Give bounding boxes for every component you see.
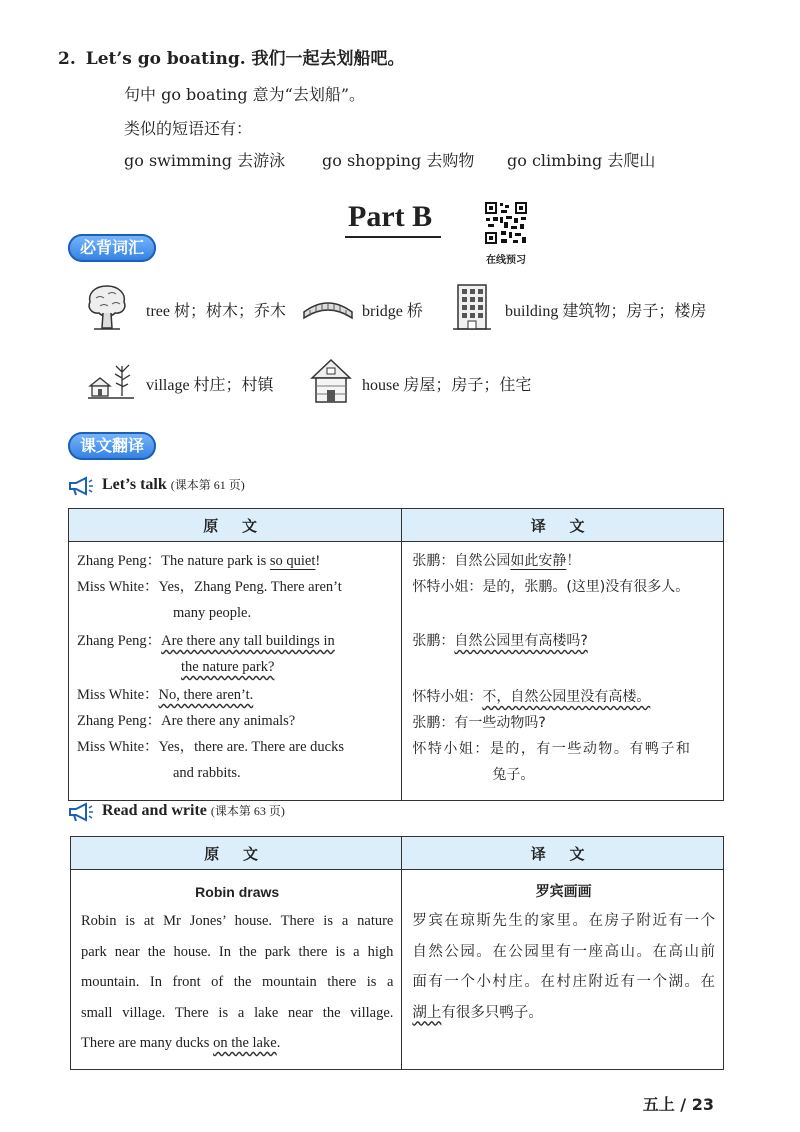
rw-col-original: 原 文 bbox=[71, 837, 402, 870]
talk-speaker: Zhang Peng： bbox=[77, 713, 162, 729]
talk-line: Miss White：Yes，Zhang Peng. There aren’t bbox=[77, 574, 395, 600]
talk-line: the nature park? bbox=[181, 659, 275, 675]
talk-line: and rabbits. bbox=[173, 765, 241, 781]
vocab-village: village 村庄；村镇 bbox=[146, 377, 274, 394]
bridge-icon bbox=[302, 296, 354, 322]
talk-line: Miss White：Yes，there are. There are ducks bbox=[77, 734, 395, 760]
talk-page-ref: (课本第 61 页) bbox=[170, 478, 245, 492]
rw-cn-line: 自然公园。在公园里有一座高山。在高山前 bbox=[412, 943, 715, 960]
rw-cn-line: 罗宾在琼斯先生的家里。在房子附近有一个 bbox=[412, 913, 715, 929]
part-title: Part B bbox=[348, 200, 433, 233]
talk-title bbox=[102, 476, 245, 494]
rw-cn-line: 湖上有很多只鸭子。 bbox=[412, 1004, 543, 1021]
talk-speaker: Miss White： bbox=[77, 687, 159, 703]
vocab-section-label: 必背词汇 bbox=[68, 234, 156, 262]
translate-section-label: 课文翻译 bbox=[68, 432, 156, 460]
talk-line: Miss White：No, there aren’t. bbox=[77, 682, 395, 708]
rw-line: There are many ducks on the lake. bbox=[81, 1035, 281, 1051]
talk-speaker: Zhang Peng： bbox=[77, 553, 162, 569]
talk-line: many people. bbox=[173, 605, 252, 621]
rw-line: small village. There is a lake near the village. bbox=[81, 1004, 394, 1021]
house-icon bbox=[310, 356, 352, 406]
village-icon bbox=[86, 358, 136, 404]
rw-story-title: Robin draws bbox=[195, 884, 280, 900]
phrase-3: go climbing 去爬山 bbox=[507, 151, 656, 170]
talk-speaker: Miss White： bbox=[77, 579, 159, 595]
rw-line: mountain. In front of the mountain there is a bbox=[81, 974, 394, 990]
rw-story-title-cn: 罗宾画画 bbox=[535, 884, 592, 900]
megaphone-icon bbox=[66, 476, 94, 496]
talk-line: Zhang Peng：Are there any animals? bbox=[77, 708, 395, 734]
talk-translation-line: 兔子。 bbox=[492, 767, 535, 783]
rw-cn-line: 面有一个小村庄。在村庄附近有一个湖。在 bbox=[412, 974, 715, 990]
talk-translation-line: 怀特小姐：是的，有一些动物。有鸭子和 bbox=[412, 741, 692, 757]
talk-translation-line: 怀特小姐：不，自然公园里没有高楼。 bbox=[412, 689, 651, 705]
phrase-1: go swimming 去游泳 bbox=[124, 151, 286, 170]
talk-col-translation: 译 文 bbox=[402, 509, 724, 542]
qr-code-icon[interactable] bbox=[484, 197, 528, 249]
talk-translation-line: 怀特小姐：是的，张鹏。(这里)没有很多人。 bbox=[412, 579, 690, 595]
page-footer: 五上 / 23 bbox=[642, 1095, 714, 1114]
rw-line: Robin is at Mr Jones’ house. There is a nature bbox=[81, 913, 394, 929]
rw-table bbox=[70, 836, 724, 1070]
item-2-heading bbox=[58, 44, 405, 69]
megaphone-icon bbox=[66, 802, 94, 822]
talk-translation-line: 张鹏：自然公园里有高楼吗? bbox=[412, 633, 588, 649]
vocab-house: house 房屋；房子；住宅 bbox=[362, 377, 532, 394]
talk-speaker: Miss White： bbox=[77, 739, 159, 755]
talk-table bbox=[68, 508, 724, 801]
talk-line: Zhang Peng：Are there any tall buildings in bbox=[77, 628, 395, 654]
tree-icon bbox=[84, 282, 130, 332]
item-title: Let’s go boating. 我们一起去划船吧。 bbox=[85, 49, 405, 69]
qr-label: 在线预习 bbox=[486, 255, 526, 266]
rw-title-text: Read and write bbox=[102, 802, 207, 819]
talk-col-original: 原 文 bbox=[69, 509, 402, 542]
rw-col-translation: 译 文 bbox=[402, 837, 724, 870]
item-number: 2. bbox=[58, 49, 76, 69]
talk-translation-line: 张鹏：自然公园如此安静！ bbox=[412, 553, 581, 569]
part-title-underline bbox=[345, 236, 441, 238]
phrase-2: go shopping 去购物 bbox=[322, 151, 475, 170]
talk-title-text: Let’s talk bbox=[102, 476, 167, 493]
rw-translation-cell bbox=[402, 870, 724, 1070]
item-explain: 句中 go boating 意为“去划船”。 bbox=[124, 85, 366, 104]
talk-original-cell bbox=[69, 542, 402, 801]
rw-line: park near the house. In the park there is a high bbox=[81, 943, 394, 960]
rw-original-cell bbox=[71, 870, 402, 1070]
talk-line: Zhang Peng：The nature park is so quiet! bbox=[77, 548, 395, 574]
vocab-building: building 建筑物；房子；楼房 bbox=[505, 303, 707, 320]
rw-title bbox=[102, 802, 285, 820]
talk-speaker: Zhang Peng： bbox=[77, 633, 162, 649]
item-similar: 类似的短语还有： bbox=[124, 119, 253, 138]
rw-page-ref: (课本第 63 页) bbox=[210, 804, 285, 818]
talk-translation-line: 张鹏：有一些动物吗? bbox=[412, 715, 546, 731]
vocab-tree: tree 树；树木；乔木 bbox=[146, 303, 286, 320]
vocab-bridge: bridge 桥 bbox=[362, 303, 423, 320]
building-icon bbox=[452, 282, 492, 332]
talk-translation-cell bbox=[402, 542, 724, 801]
